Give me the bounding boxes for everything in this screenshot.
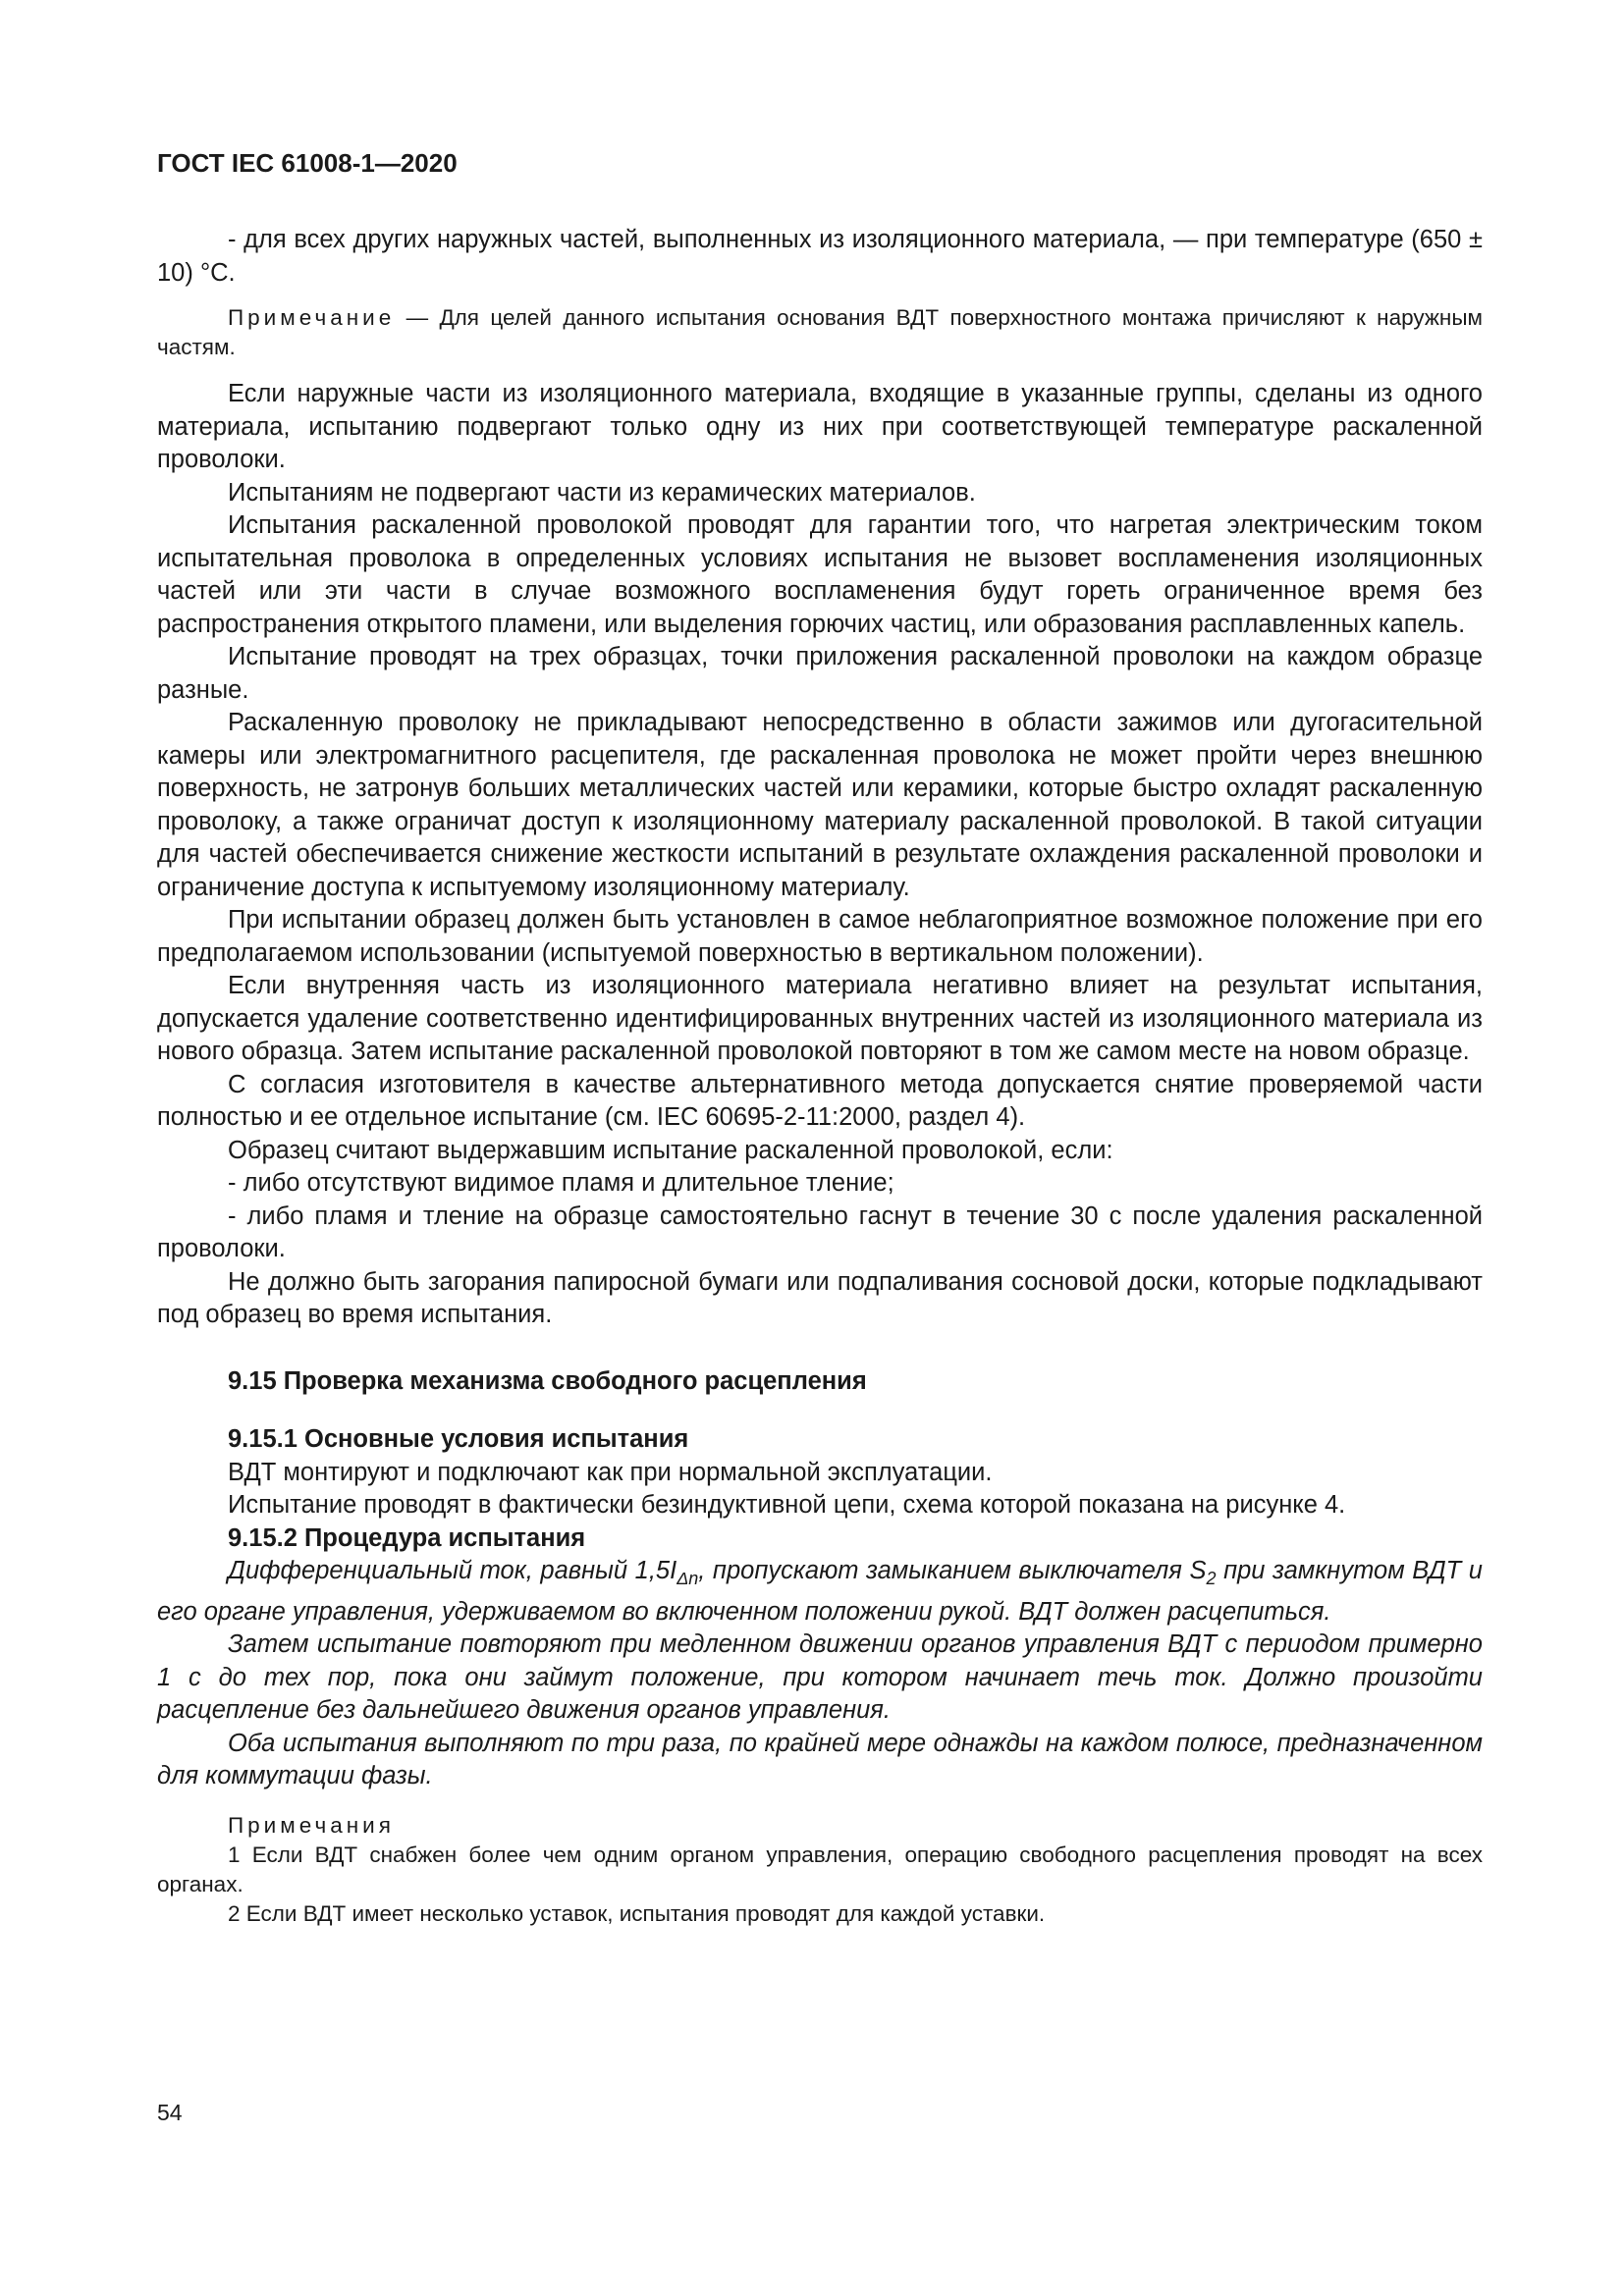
paragraph: Если наружные части из изоляционного материала, входящие в указанные группы, сделаны из одного материала, испытанию подвергают только одну из них при соответствующей температуре раскаленной проволоки. bbox=[157, 380, 1483, 473]
paragraph: Испытаниям не подвергают части из керамических материалов. bbox=[228, 478, 976, 507]
document-page bbox=[157, 147, 1483, 1929]
list-item: - либо отсутствуют видимое пламя и длительное тление; bbox=[228, 1169, 894, 1197]
paragraph: Испытание проводят в фактически безиндуктивной цепи, схема которой показана на рисунке 4. bbox=[228, 1491, 1346, 1519]
document-header: ГОСТ IEC 61008-1—2020 bbox=[157, 148, 458, 178]
section-heading-9-15: 9.15 Проверка механизма свободного расцепления bbox=[228, 1366, 867, 1395]
paragraph: ВДТ монтируют и подключают как при нормальной эксплуатации. bbox=[228, 1458, 993, 1486]
subscript: Δn bbox=[677, 1569, 699, 1589]
italic-paragraph: Дифференциальный ток, равный $1,5I_{\Delta n}$, пропускают замыканием выключателя $S_2$ при замкнутом ВДТ и его органе управления, удерживаемом во включенном положении рукой. ВДТ должен расцепиться. bbox=[157, 1557, 1483, 1626]
italic-paragraph: Оба испытания выполняют по три раза, по крайней мере однажды на каждом полюсе, предназначенном для коммутации фазы. bbox=[157, 1729, 1483, 1790]
note bbox=[157, 303, 1483, 362]
paragraph: С согласия изготовителя в качестве альтернативного метода допускается снятие проверяемой части полностью и ее отдельное испытание (см. IEC 60695-2-11:2000, раздел 4). bbox=[157, 1070, 1483, 1131]
paragraph: Испытание проводят на трех образцах, точки приложения раскаленной проволоки на каждом образце разные. bbox=[157, 643, 1483, 704]
note-item: 1 Если ВДТ снабжен более чем одним органом управления, операцию свободного расцепления проводят на всех органах. bbox=[157, 1842, 1483, 1896]
paragraph: Если внутренняя часть из изоляционного материала негативно влияет на результат испытания, допускается удаление соответственно идентифицированных внутренних частей из изоляционного материала из нового образца. Затем испытание раскаленной проволокой повторяют в том же самом месте на новом образце. bbox=[157, 972, 1483, 1065]
notes-title: Примечания bbox=[228, 1812, 395, 1838]
note-text: — Для целей данного испытания основания ВДТ поверхностного монтажа причисляют к наружным частям. bbox=[157, 305, 1483, 359]
subscript: 2 bbox=[1206, 1569, 1217, 1589]
note-label: Примечание bbox=[228, 305, 396, 330]
note-item: 2 Если ВДТ имеет несколько уставок, испытания проводят для каждой уставки. bbox=[228, 1900, 1046, 1926]
section-heading-9-15-1: 9.15.1 Основные условия испытания bbox=[228, 1425, 689, 1453]
var-i: I bbox=[670, 1557, 677, 1584]
paragraph: Образец считают выдержавшим испытание раскаленной проволокой, если: bbox=[228, 1136, 1113, 1164]
var-s: S bbox=[1189, 1557, 1207, 1584]
paragraph: - для всех других наружных частей, выполненных из изоляционного материала, — при температуре (650 ± 10) °С. bbox=[157, 226, 1483, 287]
list-item: - либо пламя и тление на образце самостоятельно гаснут в течение 30 с после удаления раскаленной проволоки. bbox=[157, 1201, 1483, 1262]
paragraph: Раскаленную проволоку не прикладывают непосредственно в области зажимов или дугогасительной камеры или электромагнитного расцепителя, где раскаленная проволока не может пройти через внешнюю поверхность, не затронув больших металлических частей или керамики, которые быстро охладят раскаленную проволоку, а также ограничат доступ к изоляционному материалу раскаленной проволокой. В такой ситуации для частей обеспечивается снижение жесткости испытаний в результате охлаждения раскаленной проволоки и ограничение доступа к испытуемому изоляционному материалу. bbox=[157, 709, 1483, 901]
page-number: 54 bbox=[157, 2100, 183, 2125]
paragraph: Не должно быть загорания папиросной бумаги или подпаливания сосновой доски, которые подкладывают под образец во время испытания. bbox=[157, 1267, 1483, 1328]
italic-paragraph: Затем испытание повторяют при медленном движении органов управления ВДТ с периодом примерно 1 с до тех пор, пока они займут положение, при котором начинает течь ток. Должно произойти расцепление без дальнейшего движения органов управления. bbox=[157, 1630, 1483, 1725]
paragraph: Испытания раскаленной проволокой проводят для гарантии того, что нагретая электрическим током испытательная проволока в определенных условиях испытания не вызовет воспламенения изоляционных частей или эти части в случае возможного воспламенения будут гореть ограниченное время без распространения открытого пламени, или выделения горючих частиц, или образования расплавленных капель. bbox=[157, 511, 1483, 638]
section-heading-9-15-2: 9.15.2 Процедура испытания bbox=[228, 1523, 586, 1552]
paragraph: При испытании образец должен быть установлен в самое неблагоприятное возможное положение при его предполагаемом использовании (испытуемой поверхностью в вертикальном положении). bbox=[157, 906, 1483, 967]
